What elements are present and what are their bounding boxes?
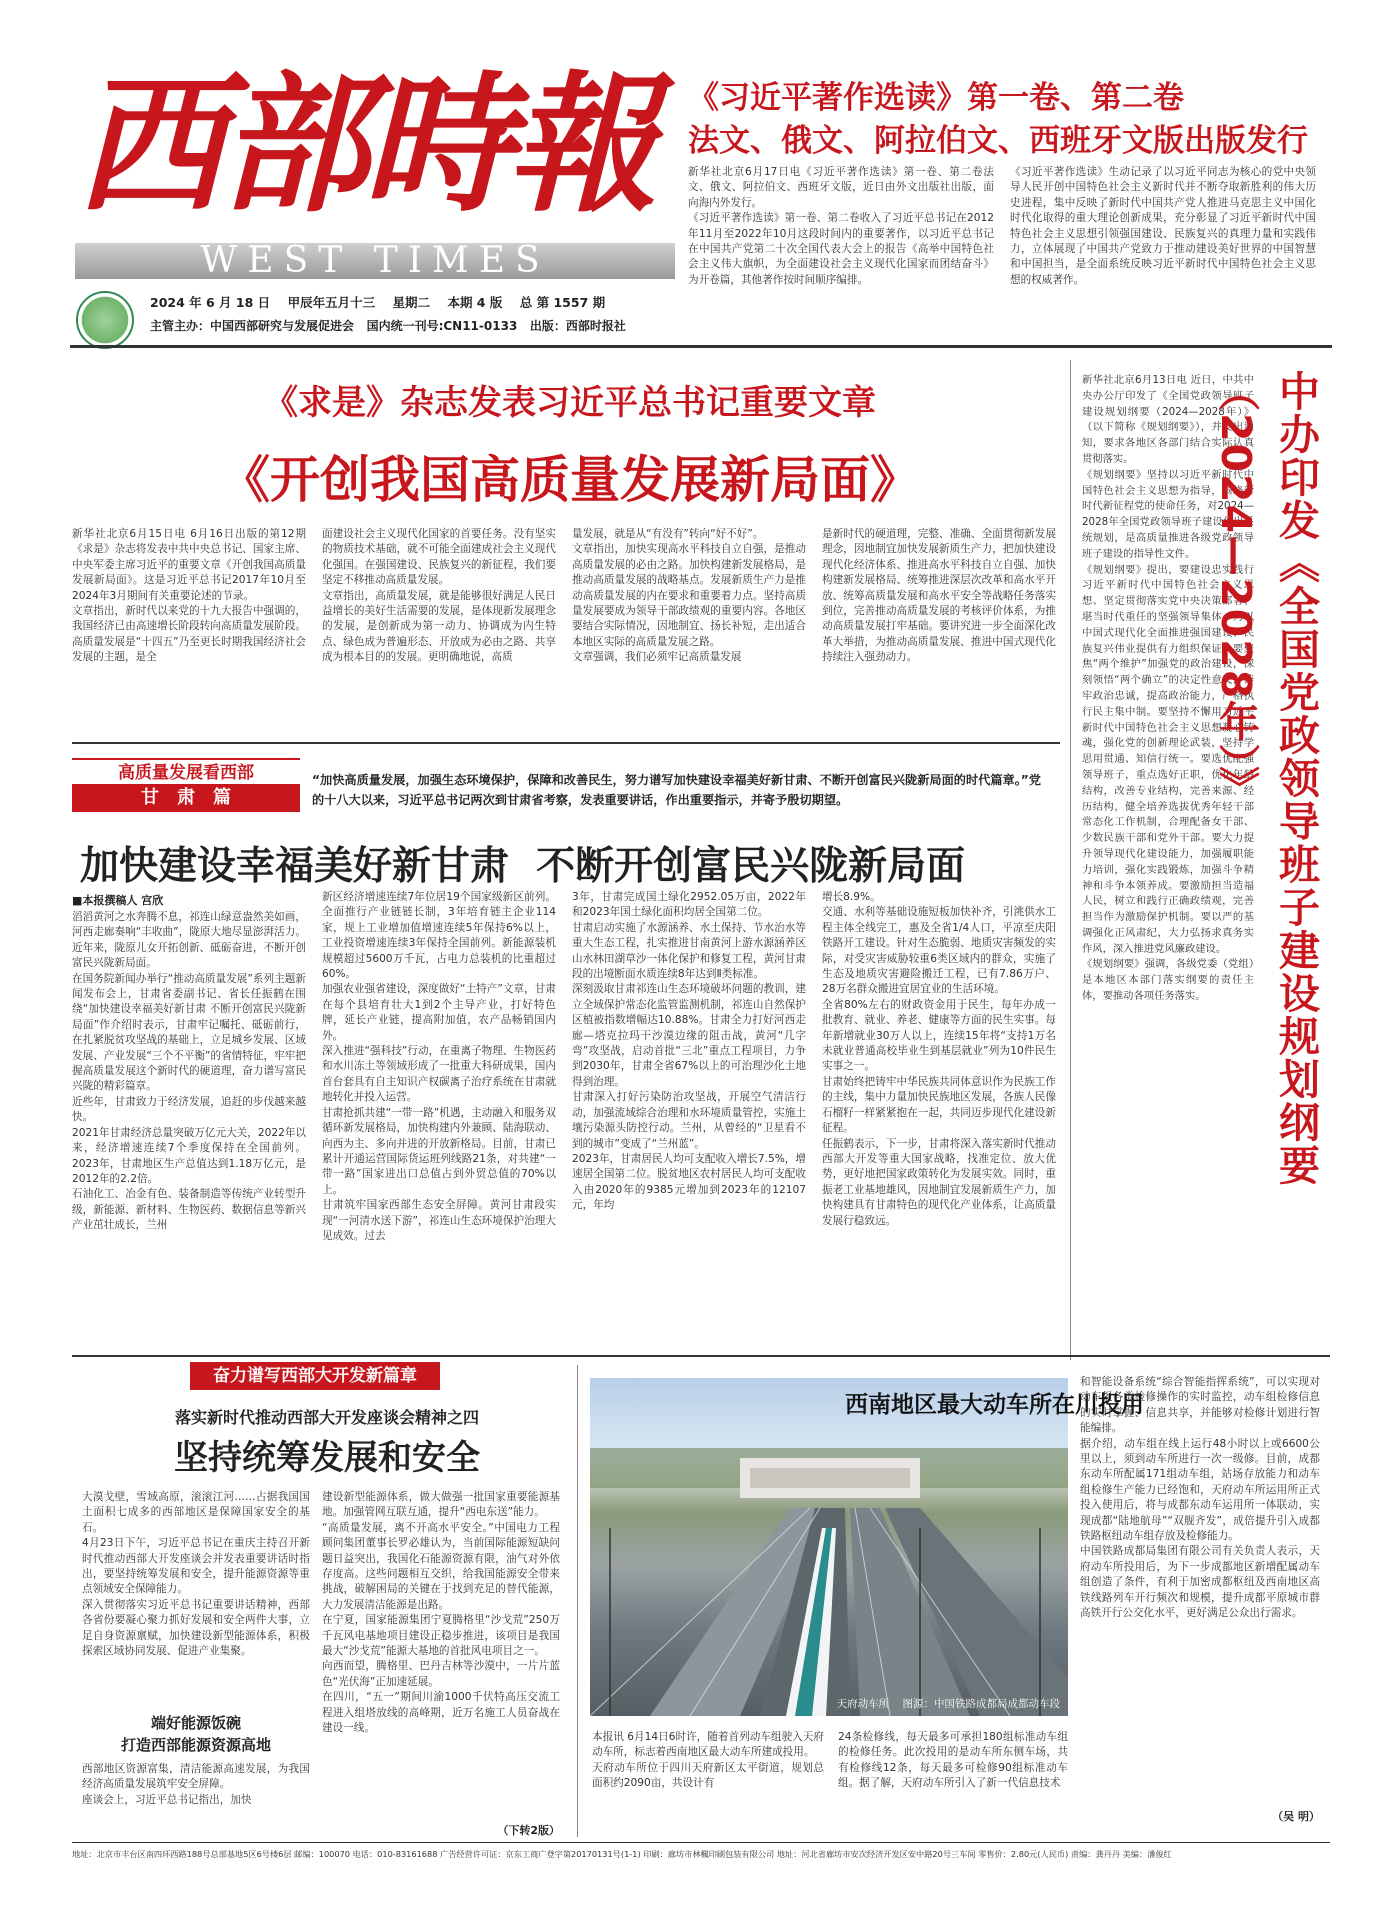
west-dev-subhead-1: 端好能源饭碗 (150, 1714, 241, 1732)
top-story-col-2-text: 《习近平著作选读》生动记录了以习近平同志为核心的党中央领导人民开创中国特色社会主义新时代并不断夺取新胜利的伟大历史进程，集中反映了新时代中国共产党人推进马克思主义中国化时代化取得的重大理论创新成果，充分彰显了习近平新时代中国特色社会主义思想引领强国建设、民族复兴的真理力量和实践伟力，立体展现了中国共产党致力于推动建设美好世界的中国智慧和中国担当，是全面系统反映习近平新时代中国特色社会主义思想的权威著作。 (1010, 166, 1316, 286)
gansu-byline: ■本报撰稿人 宫欣 (72, 894, 164, 907)
masthead-sponsor: 主管主办：中国西部研究与发展促进会 (150, 319, 355, 333)
masthead-date: 2024 年 6 月 18 日 (150, 295, 271, 310)
divider-bottom-left (577, 1365, 578, 1837)
qiushi-col-1 (72, 527, 306, 727)
qiushi-headline-2: 《开创我国高质量发展新局面》 (220, 451, 920, 509)
qiushi-headline-1: 《求是》杂志发表习近平总书记重要文章 (264, 383, 876, 423)
masthead-weekday: 星期二 (392, 295, 431, 310)
gansu-col-3-text: 3年，甘肃完成国土绿化2952.05万亩，2022年和2023年国土绿化面积均居全国第二位。 甘肃启动实施了水源涵养、水土保持、节水治水等重大生态工程，扎实推进甘南黄河上游水源涵养区山水林田湖草沙一体化保护和修复工程，黄河甘肃段的出境断面水质连续8年达到Ⅱ类标准。 深刻汲取甘肃祁连山生态环境破坏问题的教训，建立全域保护常态化监管监测机制，祁连山自然保护区植被指数增幅达10.88%。甘肃全力打好河西走廊—塔克拉玛干沙漠边缘的阻击战，黄河“几字弯”攻坚战，启动首批“三北”重点工程项目，力争到2030年，甘肃全省67%以上的可治理沙化土地得到治理。 甘肃深入打好污染防治攻坚战，开展空气清洁行动，加强流域综合治理和水环境质量管控，实施土壤污染源头防控行动。兰州，从曾经的“卫星看不到的城市”变成了“兰州蓝”。 2023年，甘肃居民人均可支配收入增长7.5%，增速居全国第二位。脱贫地区农村居民人均可支配收入由2020年的9385元增加到2023年的12107元，年均 (572, 891, 806, 1212)
divider-top (70, 345, 1332, 348)
top-story-headline-1: 《习近平著作选读》第一卷、第二卷 (688, 80, 1184, 116)
sichuan-col-1-text: 本报讯 6月14日6时许，随着首列动车组驶入天府动车所，标志着西南地区最大动车所建成投用。 天府动车所位于四川天府新区太平街道，规划总面积约2090亩，共设计有 (592, 1731, 824, 1790)
divider-sidebar (1070, 360, 1071, 1360)
sidebar-title: 中办印发《全国党政领导班子建设规划纲要（2024—2028年）》 (1212, 370, 1320, 1187)
masthead-lunar: 甲辰年五月十三 (287, 295, 376, 310)
masthead-issue: 总 第 1557 期 (519, 295, 606, 310)
gansu-banner-line1: 高质量发展看西部 (72, 758, 300, 784)
masthead-cn-number: 国内统一刊号:CN11-0133 (366, 319, 518, 333)
gansu-col-2-text: 新区经济增速连续7年位居19个国家级新区前列。全面推行产业链链长制，3年培育链主企业114家，规上工业增加值增速连续5年保持6%以上，工业投资增速连续3年保持全国前列。新能源装机规模超过5600万千瓦，占电力总装机的比重超过60%。 加强农业强省建设，深度做好“土特产”文章，甘肃在每个县培育壮大1到2个主导产业，打好特色牌，延长产业链，提高附加值，农产品畅销国内外。 深入推进“强科技”行动，在重离子物理、生物医药和水川冻土等领域形成了一批重大科研成果，国内首台套具有自主知识产权碳离子治疗系统在甘肃就地转化并投入运营。 甘肃抢抓共建“一带一路”机遇，主动融入和服务双循环新发展格局，加快构建内外兼顾、陆海联动、向西为主、多向并进的开放新格局。目前，甘肃已累计开通运营国际货运班列线路21条，对共建“一带一路”国家进出口总值占到外贸总值的70%以上。 甘肃筑牢国家西部生态安全屏障。黄河甘肃段实现“一河清水送下游”，祁连山生态环境保护治理大见成效。过去 (322, 891, 556, 1242)
top-story-col-2 (1010, 165, 1316, 325)
qiushi-col-1-text: 新华社北京6月15日电 6月16日出版的第12期《求是》杂志将发表中共中央总书记、国家主席、中央军委主席习近平的重要文章《开创我国高质量发展新局面》。这是习近平总书记2017年10月至2024年3月期间有关重要论述的节录。 文章指出，新时代以来党的十九大报告中强调的，我国经济已由高速增长阶段转向高质量发展阶段。高质量发展是“十四五”乃至更长时期我国经济社会发展的主题，是全 (72, 528, 306, 664)
top-story-col-1 (688, 165, 994, 325)
masthead-publisher: 出版：西部时报社 (529, 319, 626, 333)
gansu-col-2 (322, 890, 556, 1344)
qiushi-col-3 (572, 527, 806, 727)
west-dev-jump: （下转2版） (497, 1824, 560, 1837)
gansu-banner (72, 758, 300, 814)
west-dev-col-2 (322, 1490, 560, 1820)
gansu-col-4 (822, 890, 1056, 1344)
photo-caption: 天府动车所 图源：中国铁路成都局成都动车段 (836, 1698, 1060, 1710)
west-dev-col-1 (82, 1490, 310, 1700)
masthead-english-band (75, 240, 675, 281)
masthead-emblem-icon (76, 291, 134, 349)
sidebar-text: 新华社北京6月13日电 近日，中共中央办公厅印发了《全国党政领导班子建设规划纲要（2024—2028年）》（以下简称《规划纲要》），并发出通知，要求各地区各部门结合实际认真贯彻落实。 《规划纲要》坚持以习近平新时代中国特色社会主义思想为指导，围绕新时代新征程党的使命任务，对2024—2028年全国党政领导班子建设作出系统规划，是高质量推进各级党政领导班子建设的指导性文件。 《规划纲要》提出，要建设忠实践行习近平新时代中国特色社会主义思想、坚定贯彻落实党中央决策部署、堪当时代重任的坚强领导集体，为以中国式现代化全面推进强国建设、民族复兴伟业提供有力组织保证。要聚焦“两个维护”加强党的政治建设，深刻领悟“两个确立”的决定性意义，铸牢政治忠诚，提高政治能力，严格执行民主集中制。要坚持不懈用习近平新时代中国特色社会主义思想凝心铸魂，强化党的创新理论武装，坚持学思用贯通、知信行统一。要选优配强领导班子，重点选好正职，优化年龄结构，改善专业结构，完善来源、经历结构，健全培养选拔优秀年轻干部常态化工作机制，合理配备女干部、少数民族干部和党外干部。要大力提升领导现代化建设能力，加强履职能力培训，强化实践锻炼，加强斗争精神和斗争本领养成。要激励担当造福人民，树立和践行正确政绩观，完善担当作为激励保护机制。要以严的基调强化正风肃纪，大力弘扬求真务实作风，深入推进党风廉政建设。 《规划纲要》强调，各级党委（党组）是本地区本部门落实纲要的责任主体，要推动各项任务落实。 (1082, 374, 1254, 1003)
divider-footer (72, 1842, 1330, 1843)
gansu-headline: 加快建设幸福美好新甘肃 不断开创富民兴陇新局面 (80, 843, 966, 889)
masthead-info-line1 (150, 293, 690, 311)
sichuan-col-2-text: 24条检修线，每天最多可承担180组标准动车组的检修任务。此次投用的是动车所东侧车场，共有检修线12条，每天最多可检修90组标准动车组。据了解，天府动车所引入了新一代信息技术 (838, 1731, 1068, 1790)
masthead (70, 55, 690, 385)
train-depot-photo (590, 1378, 1144, 1716)
west-dev-col-2-text: 建设新型能源体系，做大做强一批国家重要能源基地。加强管网互联互通，提升“西电东送”能力。 “高质量发展，离不开高水平安全。”中国电力工程顾问集团董事长罗必雄认为，当前国际能源短缺问题日益突出，我国化石能源资源有限，油气对外依存度高。这些问题相互交织，给我国能源安全带来挑战，破解困局的关键在于找到充足的替代能源，大力发展清洁能源是出路。 在宁夏，国家能源集团宁夏腾格里“沙戈荒”250万千瓦风电基地项目建设正稳步推进，该项目是我国最大“沙戈荒”能源大基地的首批风电项目之一。 向西而望，腾格里、巴丹吉林等沙漠中，一片片蓝色“光伏海”正加速延展。 在四川，“五一”期间川渝1000千伏特高压交流工程进入组塔放线的高峰期，近万名施工人员奋战在建设一线。 (322, 1491, 560, 1735)
sichuan-author: （吴 明） (1272, 1810, 1320, 1823)
divider-qiushi-bottom (72, 742, 1060, 744)
west-dev-kicker: 落实新时代推动西部大开发座谈会精神之四 (174, 1408, 479, 1427)
west-dev-col-1b-text: 西部地区资源富集，清洁能源高速发展，为我国经济高质量发展筑牢安全屏障。 座谈会上，习近平总书记指出，加快 (82, 1763, 310, 1806)
train-depot-illustration (590, 1378, 1144, 1716)
qiushi-col-4-text: 是新时代的硬道理，完整、准确、全面贯彻新发展理念，因地制宜加快发展新质生产力，把加快建设现代化经济体系、推进高水平科技自立自强、加快构建新发展格局、统筹推进深层次改革和高水平开放、统筹高质量发展和高水平安全等战略任务落实到位，完善推动高质量发展的考核评价体系，为推动高质量发展打牢基础。要讲究进一步全面深化改革大举措，为推动高质量发展、推进中国式现代化持续注入强劲动力。 (822, 528, 1056, 664)
masthead-english: WEST TIMES (200, 240, 550, 281)
top-story-headline-2: 法文、俄文、阿拉伯文、西班牙文版出版发行 (688, 123, 1308, 159)
footer-info: 地址：北京市丰台区南四环西路188号总部基地5区6号楼6层 邮编：100070 电话：010-83161688 广告经营许可证：京东工商广登字第20170131号(1-1) 印刷：廊坊市林楓印刷包装有限公司 地址：河北省廊坊市安次经济开发区安中路20号三车间 零售价：2.80元(人民币) 责编：龚丹丹 美编：潘俊红 (72, 1849, 1172, 1859)
west-dev-headline: 坚持统筹发展和安全 (174, 1438, 480, 1478)
qiushi-col-3-text: 量发展，就是从“有没有”转向“好不好”。 文章指出，加快实现高水平科技自立自强，是推动高质量发展的必由之路。加快构建新发展格局，是推动高质量发展的战略基点。发展新质生产力是推动高质量发展的内在要求和重要着力点。坚持高质量发展要成为领导干部政绩观的重要内容。各地区要结合实际情况，因地制宜、扬长补短，走出适合本地区实际的高质量发展之路。 文章强调，我们必须牢记高质量发展 (572, 528, 806, 664)
gansu-banner-line2: 甘 肃 篇 (72, 784, 300, 812)
gansu-col-3 (572, 890, 806, 1344)
sichuan-col-1 (592, 1730, 824, 1826)
qiushi-col-4 (822, 527, 1056, 727)
qiushi-col-2 (322, 527, 556, 727)
qiushi-col-2-text: 面建设社会主义现代化国家的首要任务。没有坚实的物质技术基础，就不可能全面建成社会主义现代化强国。在强国建设、民族复兴的新征程，我们要坚定不移推动高质量发展。 文章指出，高质量发展，就是能够很好满足人民日益增长的美好生活需要的发展，是体现新发展理念的发展，是创新成为第一动力、协调成为内生特点、绿色成为普遍形态、开放成为必由之路、共享成为根本目的的发展。更明确地说，高质 (322, 528, 556, 664)
masthead-pages: 本期 4 版 (447, 295, 503, 310)
sichuan-col-3-text: 和智能设备系统“综合智能指挥系统”，可以实现对动车组各类检修操作的实时监控，动车组检修信息的实时掌握、信息共享，并能够对检修计划进行智能编排。 据介绍，动车组在线上运行48小时以上或6600公里以上，须到动车所进行一次一级修。目前，成都东动车所配属171组动车组，站场存放能力和动车组检修生产能力已经饱和，天府动车所运用所正式投入使用后，将与成都东动车运用所一体联动，实现成都“陆地航母”“双舰齐发”，成倍提升引入成都铁路枢纽动车组存放及检修能力。 中国铁路成都局集团有限公司有关负责人表示，天府动车所投用后，为下一步成都地区新增配属动车组创造了条件，有利于加密成都枢纽及西南地区高铁线路列车开行频次和规模，提升成都平原城市群高铁开行公交化水平，更好满足公众出行需求。 (1080, 1376, 1320, 1620)
west-dev-banner: 奋力谱写西部大开发新篇章 (190, 1362, 440, 1390)
sichuan-col-2 (838, 1730, 1068, 1826)
gansu-intro: “加快高质量发展，加强生态环境保护，保障和改善民生，努力谱写加快建设幸福美好新甘肃、不断开创富民兴陇新局面的时代篇章。”党的十八大以来，习近平总书记两次到甘肃省考察，发表重要讲话，作出重要指示，并寄予殷切期望。 (312, 773, 1041, 807)
top-story-col-1-text: 新华社北京6月17日电《习近平著作选读》第一卷、第二卷法文、俄文、阿拉伯文、西班牙文版，近日由外文出版社出版，面向海内外发行。 《习近平著作选读》第一卷、第二卷收入了习近平总书记在2012年11月至2022年10月这段时间内的重要著作，以习近平总书记在中国共产党第二十次全国代表大会上的报告《高举中国特色社会主义伟大旗帜，为全面建设社会主义现代化国家而团结奋斗》为开卷篇，其他著作按时间顺序编排。 (688, 166, 994, 286)
west-dev-col-1b (82, 1762, 310, 1826)
divider-middle (72, 1355, 1330, 1357)
sichuan-col-3 (1080, 1375, 1320, 1803)
gansu-col-1 (72, 910, 306, 1344)
west-dev-subhead-2: 打造西部能源资源高地 (120, 1736, 271, 1754)
gansu-col-4-text: 增长8.9%。 交通、水利等基础设施短板加快补齐，引洮供水工程主体全线完工，惠及全省1/4人口，平凉至庆阳铁路开工建设。针对生态脆弱、地质灾害频发的实际，对受灾害威胁较重6类区域内的群众，实施了生态及地质灾害避险搬迁工程，已有7.86万户、28万名群众搬进宜居宜业的生活环境。 全省80%左右的财政资金用于民生，每年办成一批教育、就业、养老、健康等方面的民生实事。每年新增就业30万人以上，连续15年将“支持1万名未就业普通高校毕业生到基层就业”列为10件民生实事之一。 甘肃始终把铸牢中华民族共同体意识作为民族工作的主线，集中力量加快民族地区发展，各族人民像石榴籽一样紧紧抱在一起，共同迈步现代化建设新征程。 任振鹤表示，下一步，甘肃将深入落实新时代推动西部大开发等重大国家战略，找准定位、放大优势，更好地把国家政策转化为发展实效。同时，重振老工业基地雄风，因地制宜发展新质生产力，加快构建具有甘肃特色的现代化产业体系，让高质量发展行稳致远。 (822, 891, 1056, 1227)
masthead-logo: 西部時報 (75, 57, 652, 233)
gansu-col-1-text: 滔滔黄河之水奔腾不息，祁连山绿意盎然美如画，河西走廊奏响“丰收曲”，陇原大地尽显澎湃活力。近年来，陇原儿女开拓创新、砥砺奋进，不断开创富民兴陇新局面。 在国务院新闻办举行“推动高质量发展”系列主题新闻发布会上，甘肃省委副书记、省长任振鹤在围绕“加快建设幸福美好新甘肃 不断开创富民兴陇新局面”作介绍时表示，甘肃牢记嘱托、砥砺前行，在扎紧脱贫攻坚战的基础上，立足城乡发展、区域发展、产业发展“三个不平衡”的省情特征，牢牢把握高质量发展这个新时代的硬道理，奋力谱写富民兴陇的精彩篇章。 近些年，甘肃致力于经济发展，追赶的步伐越来越快。 2021年甘肃经济总量突破万亿元大关，2022年以来，经济增速连续7个季度保持在全国前列。2023年，甘肃地区生产总值达到1.18万亿元，是2012年的2.2倍。 石油化工、冶金有色、装备制造等传统产业转型升级，新能源、新材料、生物医药、数据信息等新兴产业茁壮成长，兰州 (72, 911, 307, 1232)
sichuan-headline: 西南地区最大动车所在川投用 (845, 1392, 1144, 1418)
masthead-info-line2 (150, 317, 710, 335)
west-dev-col-1-text: 大漠戈壁，雪域高原，滚滚江河……占据我国国土面积七成多的西部地区是保障国家安全的基石。 4月23日下午，习近平总书记在重庆主持召开新时代推动西部大开发座谈会并发表重要讲话时指出，要坚持统筹发展和安全，提升能源资源等重点领域安全保障能力。 深入贯彻落实习近平总书记重要讲话精神，西部各省份要凝心聚力抓好发展和安全两件大事，立足自身资源禀赋，加快建设新型能源体系，积极探索区域协同发展、促进产业集聚。 (82, 1491, 310, 1658)
